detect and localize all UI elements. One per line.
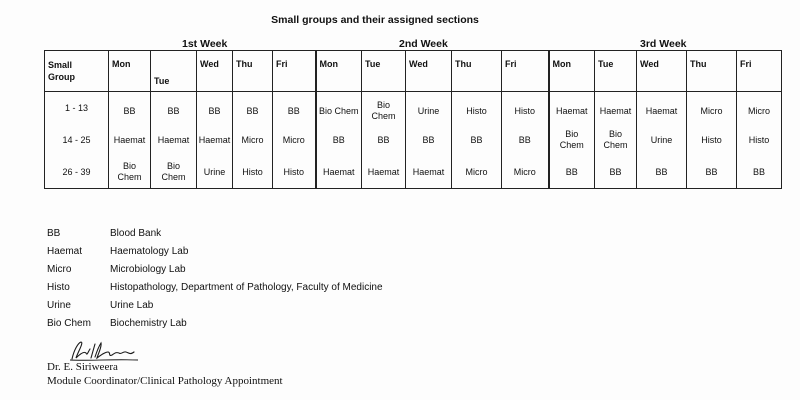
schedule-cell [151, 92, 197, 125]
legend-meaning: Histopathology, Department of Pathology, Faculty of Medicine [110, 282, 383, 293]
table-row [45, 124, 782, 156]
legend-meaning: Haematology Lab [110, 246, 189, 257]
small-group-header [45, 51, 109, 92]
schedule-cell [197, 124, 233, 156]
legend-item [47, 315, 383, 333]
day-header: Fri [273, 51, 316, 92]
schedule-cell [273, 124, 316, 156]
schedule-cell [151, 156, 197, 189]
schedule-cell [316, 124, 362, 156]
schedule-cell [737, 156, 782, 189]
signatory-name: Dr. E. Siriweera [47, 361, 118, 373]
legend-meaning: Urine Lab [110, 300, 154, 311]
schedule-cell [595, 156, 637, 189]
schedule-cell [595, 124, 637, 156]
legend-abbr: Haemat [47, 246, 83, 257]
week-3-heading: 3rd Week [640, 38, 687, 50]
day-header: Thu [452, 51, 502, 92]
cell-line: Bio [565, 129, 579, 139]
cell-line: Bio Chem [318, 105, 359, 116]
schedule-cell [637, 92, 687, 125]
cell-line: BB [332, 134, 345, 145]
cell-line: BB [705, 166, 718, 177]
cell-line: BB [655, 166, 668, 177]
cell-line: Histo [283, 166, 304, 177]
cell-line: Micro [513, 166, 536, 177]
schedule-cell [362, 124, 406, 156]
legend-abbr: BB [47, 228, 61, 239]
cell-line: BB [167, 105, 180, 116]
cell-line: Chem [603, 140, 628, 150]
small-group-header-line2: Group [48, 72, 75, 82]
day-header: Tue [362, 51, 406, 92]
cell-line: Micro [748, 105, 770, 116]
schedule-cell [502, 156, 549, 189]
cell-line: Chem [371, 111, 396, 121]
schedule-cell [316, 92, 362, 125]
cell-line: Urine [650, 134, 673, 145]
table-row [45, 156, 782, 189]
cell-line: Haemat [367, 166, 400, 177]
cell-line: Haemat [157, 134, 190, 145]
schedule-cell [233, 156, 273, 189]
schedule-cell [362, 92, 406, 125]
schedule-cell [595, 92, 637, 125]
schedule-cell [316, 156, 362, 189]
cell-line: Bio [608, 129, 622, 139]
schedule-cell [549, 156, 595, 189]
cell-line: Histo [466, 105, 487, 116]
day-header: Fri [737, 51, 782, 92]
schedule-cell [502, 92, 549, 125]
cell-line: Urine [417, 105, 440, 116]
schedule-cell [273, 156, 316, 189]
cell-line: Haemat [555, 105, 588, 116]
day-header: Mon [549, 51, 595, 92]
cell-line: BB [287, 105, 300, 116]
schedule-cell [109, 124, 151, 156]
schedule-cell [452, 124, 502, 156]
signatory-title: Module Coordinator/Clinical Pathology Appointment [47, 375, 283, 387]
day-header: Tue [151, 51, 197, 92]
schedule-cell [197, 156, 233, 189]
day-header: Wed [637, 51, 687, 92]
cell-line: BB [609, 166, 622, 177]
small-group-label: 26 - 39 [45, 156, 109, 189]
schedule-cell [273, 92, 316, 125]
table-row [45, 92, 782, 125]
schedule-cell [109, 92, 151, 125]
schedule-cell [687, 124, 737, 156]
cell-line: Micro [241, 134, 264, 145]
schedule-cell [233, 92, 273, 125]
small-group-label: 14 - 25 [45, 124, 109, 156]
day-header: Wed [406, 51, 452, 92]
cell-line: Micro [465, 166, 488, 177]
schedule-cell [362, 156, 406, 189]
cell-line: BB [565, 166, 578, 177]
cell-line: Histo [701, 134, 722, 145]
cell-line: Chem [559, 140, 584, 150]
cell-line: Bio [376, 100, 390, 110]
document-title: Small groups and their assigned sections [271, 14, 479, 26]
cell-line: Haemat [599, 105, 632, 116]
schedule-cell [549, 124, 595, 156]
cell-line: Bio [166, 161, 180, 171]
cell-line: BB [752, 166, 765, 177]
schedule-cell [452, 156, 502, 189]
schedule-cell [687, 156, 737, 189]
cell-line: BB [123, 105, 136, 116]
day-header: Thu [687, 51, 737, 92]
schedule-cell [637, 124, 687, 156]
cell-line: Micro [700, 105, 723, 116]
schedule-cell [549, 92, 595, 125]
legend-item [47, 243, 383, 261]
signature-icon [64, 340, 142, 362]
small-group-header-line1: Small [48, 60, 73, 70]
schedule-cell [406, 156, 452, 189]
day-header: Tue [595, 51, 637, 92]
legend-abbr: Urine [47, 300, 71, 311]
schedule-cell [233, 124, 273, 156]
cell-line: BB [518, 134, 531, 145]
day-header: Mon [109, 51, 151, 92]
schedule-cell [109, 156, 151, 189]
cell-line: Histo [748, 134, 770, 145]
cell-line: Urine [203, 166, 226, 177]
legend-abbr: Micro [47, 264, 72, 275]
cell-line: Chem [161, 172, 186, 182]
day-header: Fri [502, 51, 549, 92]
cell-line: Haemat [198, 134, 231, 145]
day-header: Thu [233, 51, 273, 92]
schedule-cell [406, 92, 452, 125]
cell-line: BB [470, 134, 483, 145]
schedule-cell [687, 92, 737, 125]
day-header: Mon [316, 51, 362, 92]
week-2-heading: 2nd Week [399, 38, 448, 50]
schedule-cell [151, 124, 197, 156]
cell-line: Bio [122, 161, 136, 171]
legend-abbr: Histo [47, 282, 70, 293]
cell-line: Haemat [412, 166, 445, 177]
legend-item [47, 279, 383, 297]
legend-meaning: Biochemistry Lab [110, 318, 187, 329]
cell-line: Histo [242, 166, 263, 177]
legend [47, 225, 383, 333]
cell-line: BB [208, 105, 221, 116]
schedule-table [44, 50, 782, 189]
legend-abbr: Bio Chem [47, 318, 91, 329]
day-header: Wed [197, 51, 233, 92]
legend-item [47, 225, 383, 243]
legend-meaning: Microbiology Lab [110, 264, 186, 275]
week-1-heading: 1st Week [182, 38, 228, 50]
schedule-cell [452, 92, 502, 125]
cell-line: Histo [514, 105, 535, 116]
cell-line: Micro [282, 134, 305, 145]
small-group-label: 1 - 13 [45, 92, 109, 125]
cell-line: Haemat [113, 134, 146, 145]
schedule-cell [737, 124, 782, 156]
cell-line: BB [377, 134, 390, 145]
schedule-cell [502, 124, 549, 156]
schedule-cell [197, 92, 233, 125]
header-row [45, 51, 782, 92]
schedule-cell [637, 156, 687, 189]
schedule-cell [406, 124, 452, 156]
cell-line: Haemat [322, 166, 355, 177]
legend-item [47, 261, 383, 279]
legend-meaning: Blood Bank [110, 228, 162, 239]
legend-item [47, 297, 383, 315]
cell-line: Haemat [645, 105, 678, 116]
cell-line: BB [246, 105, 259, 116]
cell-line: BB [422, 134, 435, 145]
cell-line: Chem [117, 172, 142, 182]
schedule-cell [737, 92, 782, 125]
